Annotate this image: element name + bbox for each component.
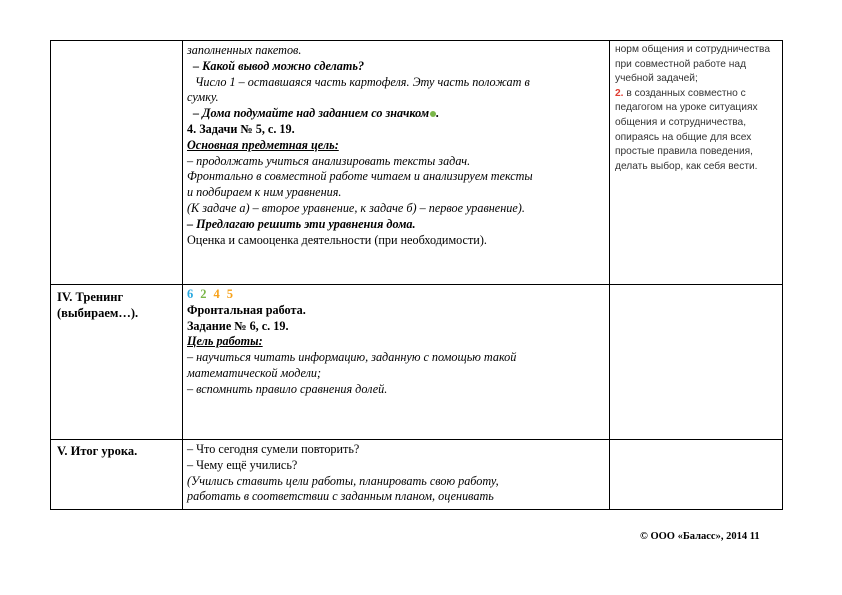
row2-line: – научиться читать информацию, заданную с помощью такой <box>187 350 517 365</box>
row2-line: математической модели; <box>187 365 322 380</box>
row3-stage <box>57 443 179 459</box>
homework-note: – Дома подумайте над заданием со значком <box>193 106 430 121</box>
stage-label: V. Итог урока. <box>57 444 138 458</box>
row1-question: – Какой вывод можно сделать? <box>193 58 365 73</box>
row3-line: – Что сегодня сумели повторить? <box>187 442 360 456</box>
row1-homework: – Предлагаю решить эти уравнения дома. <box>187 216 416 231</box>
level-number: 5 <box>226 287 233 301</box>
right-line: при совместной работе над <box>615 58 747 70</box>
right-line: опираясь на общие для всех <box>615 131 752 143</box>
stage-label: IV. Тренинг <box>57 290 124 304</box>
row1-content: заполненных пакетов. – Какой вывод можно сделать? Число 1 – оставшаяся часть картофеля. Эту часть положат в сумку. – Дома подумайте над заданием со значком . 4. Задачи № 5, с. 19. Основная предметная цель: – продолжать учиться анализировать тексты задач. Фронтально в совместной работе читаем и анализируем тексты и подбираем к ним уравнения. (К задаче а) – второе уравнение, к задаче б) – первое уравнение). – Предлагаю решить эти уравнения дома. Оценка и самооценка деятельности (при необходимости). <box>187 43 607 248</box>
right-line: педагогом на уроке ситуациях <box>615 102 758 114</box>
row2-line: – вспомнить правило сравнения долей. <box>187 381 388 396</box>
level-number: 6 <box>187 287 194 301</box>
level-number: 2 <box>200 287 207 301</box>
row1-line: Число 1 – оставшаяся часть картофеля. Эту часть положат в <box>195 74 530 89</box>
row3-line: – Чему ещё учились? <box>187 457 298 472</box>
right-line: общения и сотрудничества, <box>615 116 747 128</box>
row3-line: работать в соответствии с заданным планом, оценивать <box>187 489 494 504</box>
row1-line: сумку. <box>187 90 219 105</box>
row1-line: – продолжать учиться анализировать тексты задач. <box>187 153 471 168</box>
right-line: делать выбор, как себя вести. <box>615 160 758 172</box>
right-line: норм общения и сотрудничества <box>615 44 770 55</box>
stage-label: (выбираем…). <box>57 306 139 320</box>
work-type: Фронтальная работа. <box>187 302 306 317</box>
item-number: 2. <box>615 87 624 99</box>
row1-line: (К задаче а) – второе уравнение, к задаче б) – первое уравнение). <box>187 200 525 215</box>
task-heading: 4. Задачи № 5, с. 19. <box>187 121 295 136</box>
right-line: учебной задачей; <box>615 73 698 85</box>
level-numbers <box>187 287 607 303</box>
lesson-table <box>50 40 783 510</box>
row3-line: (Учились ставить цели работы, планировать свою работу, <box>187 473 499 488</box>
level-number: 4 <box>213 287 220 301</box>
green-dot-icon <box>430 111 436 117</box>
row1-line: Фронтально в совместной работе читаем и анализируем тексты <box>187 169 533 184</box>
row1-line: заполненных пакетов. <box>187 43 302 57</box>
goal-heading: Основная предметная цель: <box>187 137 339 152</box>
task-heading: Задание № 6, с. 19. <box>187 318 289 333</box>
row1-right-content <box>615 43 781 174</box>
row2-stage <box>57 289 179 321</box>
row2-content <box>187 287 607 398</box>
row-divider-2 <box>51 439 782 440</box>
row3-content <box>187 442 607 505</box>
row1-line: Оценка и самооценка деятельности (при необходимости). <box>187 232 487 247</box>
page-footer: © ООО «Баласс», 2014 11 <box>640 531 760 542</box>
right-line: простые правила поведения, <box>615 146 754 158</box>
right-line: в созданных совместно с <box>626 87 746 99</box>
row-divider-1 <box>51 284 782 285</box>
goal-heading: Цель работы: <box>187 334 263 349</box>
row1-line: и подбираем к ним уравнения. <box>187 185 342 200</box>
